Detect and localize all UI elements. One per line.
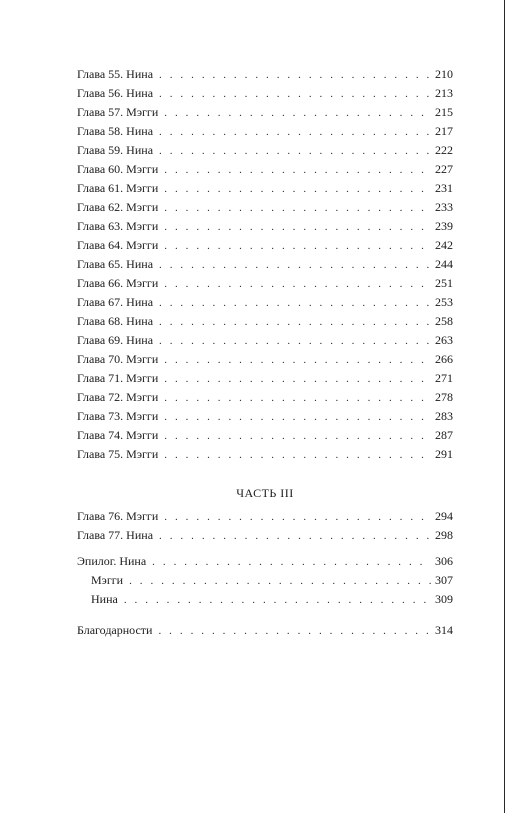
toc-entry-acknowledgements[interactable] <box>77 622 453 638</box>
toc-entry-label: Глава 68. Нина <box>77 314 154 328</box>
leader-dots <box>164 447 431 463</box>
toc-entry-page: 291 <box>435 447 453 461</box>
toc-entry[interactable] <box>77 237 453 253</box>
toc-entry-label: Глава 66. Мэгги <box>77 276 159 290</box>
leader-dots <box>164 409 431 425</box>
toc-entry-label: Глава 65. Нина <box>77 257 154 271</box>
toc-entry-label: Глава 62. Мэгги <box>77 200 159 214</box>
toc-entry-label: Нина <box>91 592 118 606</box>
leader-dots <box>164 428 431 444</box>
leader-dots <box>129 573 431 589</box>
toc-entry-page: 244 <box>435 257 453 271</box>
toc-entry[interactable] <box>77 446 453 462</box>
toc-entry[interactable] <box>77 313 453 329</box>
toc-entry-page: 278 <box>435 390 453 404</box>
toc-entry-label: Глава 58. Нина <box>77 124 154 138</box>
toc-entry-page: 231 <box>435 181 453 195</box>
leader-dots <box>164 276 431 292</box>
toc-entry-page: 266 <box>435 352 453 366</box>
leader-dots <box>164 352 431 368</box>
toc-entry[interactable] <box>77 218 453 234</box>
leader-dots <box>159 314 431 330</box>
toc-entry-page: 217 <box>435 124 453 138</box>
toc-entry-page: 233 <box>435 200 453 214</box>
toc-entry[interactable] <box>77 66 453 82</box>
toc-entry-page: 215 <box>435 105 453 119</box>
toc-entry-label: Глава 59. Нина <box>77 143 154 157</box>
toc-entry[interactable] <box>77 199 453 215</box>
leader-dots <box>159 528 431 544</box>
toc-entry-page: 283 <box>435 409 453 423</box>
toc-entry[interactable] <box>77 370 453 386</box>
toc-entry-page: 210 <box>435 67 453 81</box>
leader-dots <box>159 67 431 83</box>
leader-dots <box>159 333 431 349</box>
part-heading: ЧАСТЬ III <box>236 486 294 500</box>
leader-dots <box>159 124 431 140</box>
leader-dots <box>164 105 431 121</box>
toc-entry-page: 294 <box>435 509 453 523</box>
toc-entry-label: Глава 63. Мэгги <box>77 219 159 233</box>
toc-entry-label: Благодарности <box>77 623 153 637</box>
leader-dots <box>164 181 431 197</box>
toc-entry-page: 242 <box>435 238 453 252</box>
toc-entry[interactable] <box>77 294 453 310</box>
toc-entry[interactable] <box>77 332 453 348</box>
toc-subentry[interactable] <box>91 572 453 588</box>
leader-dots <box>164 219 431 235</box>
toc-entry-page: 258 <box>435 314 453 328</box>
leader-dots <box>164 509 431 525</box>
toc-entry-label: Глава 77. Нина <box>77 528 154 542</box>
toc-entry[interactable] <box>77 351 453 367</box>
toc-entry[interactable] <box>77 161 453 177</box>
toc-entry-page: 306 <box>435 554 453 568</box>
toc-subentry[interactable] <box>91 591 453 607</box>
toc-entry[interactable] <box>77 85 453 101</box>
toc-entry[interactable] <box>77 104 453 120</box>
toc-entry-page: 227 <box>435 162 453 176</box>
toc-entry-label: Глава 64. Мэгги <box>77 238 159 252</box>
toc-entry-label: Глава 57. Мэгги <box>77 105 159 119</box>
leader-dots <box>159 295 431 311</box>
toc-entry-label: Глава 76. Мэгги <box>77 509 159 523</box>
toc-entry[interactable] <box>77 142 453 158</box>
toc-entry-epilogue[interactable] <box>77 553 453 569</box>
toc-entry-page: 253 <box>435 295 453 309</box>
toc-entry-label: Глава 70. Мэгги <box>77 352 159 366</box>
toc-entry[interactable] <box>77 123 453 139</box>
leader-dots <box>164 390 431 406</box>
toc-entry[interactable] <box>77 389 453 405</box>
toc-entry[interactable] <box>77 408 453 424</box>
toc-entry-label: Глава 73. Мэгги <box>77 409 159 423</box>
leader-dots <box>124 592 431 608</box>
toc-entry[interactable] <box>77 427 453 443</box>
toc-entry-page: 309 <box>435 592 453 606</box>
toc-entry-label: Глава 67. Нина <box>77 295 154 309</box>
toc-entry[interactable] <box>77 256 453 272</box>
toc-entry-label: Глава 75. Мэгги <box>77 447 159 461</box>
toc-entry[interactable] <box>77 275 453 291</box>
toc-entry-label: Глава 69. Нина <box>77 333 154 347</box>
toc-entry[interactable] <box>77 180 453 196</box>
toc-entry-label: Глава 74. Мэгги <box>77 428 159 442</box>
toc-entry-page: 239 <box>435 219 453 233</box>
toc-entry-label: Глава 71. Мэгги <box>77 371 159 385</box>
leader-dots <box>152 554 431 570</box>
toc-entry-label: Глава 55. Нина <box>77 67 154 81</box>
toc-entry-page: 314 <box>435 623 453 637</box>
toc-entry-page: 287 <box>435 428 453 442</box>
toc-entry-label: Глава 56. Нина <box>77 86 154 100</box>
leader-dots <box>164 200 431 216</box>
toc-entry[interactable] <box>77 527 453 543</box>
toc-entry-page: 307 <box>435 573 453 587</box>
toc-entry-page: 263 <box>435 333 453 347</box>
leader-dots <box>159 143 431 159</box>
toc-entry-page: 298 <box>435 528 453 542</box>
toc-entry-label: Глава 72. Мэгги <box>77 390 159 404</box>
toc-entry-page: 251 <box>435 276 453 290</box>
toc-entry-label: Эпилог. Нина <box>77 554 147 568</box>
toc-entry-label: Мэгги <box>91 573 124 587</box>
leader-dots <box>159 86 431 102</box>
toc-entry-page: 271 <box>435 371 453 385</box>
leader-dots <box>164 371 431 387</box>
toc-entry-label: Глава 60. Мэгги <box>77 162 159 176</box>
toc-entry-page: 222 <box>435 143 453 157</box>
leader-dots <box>164 238 431 254</box>
toc-entry-label: Глава 61. Мэгги <box>77 181 159 195</box>
toc-entry[interactable] <box>77 508 453 524</box>
leader-dots <box>158 623 431 639</box>
leader-dots <box>164 162 431 178</box>
toc-entry-page: 213 <box>435 86 453 100</box>
leader-dots <box>159 257 431 273</box>
